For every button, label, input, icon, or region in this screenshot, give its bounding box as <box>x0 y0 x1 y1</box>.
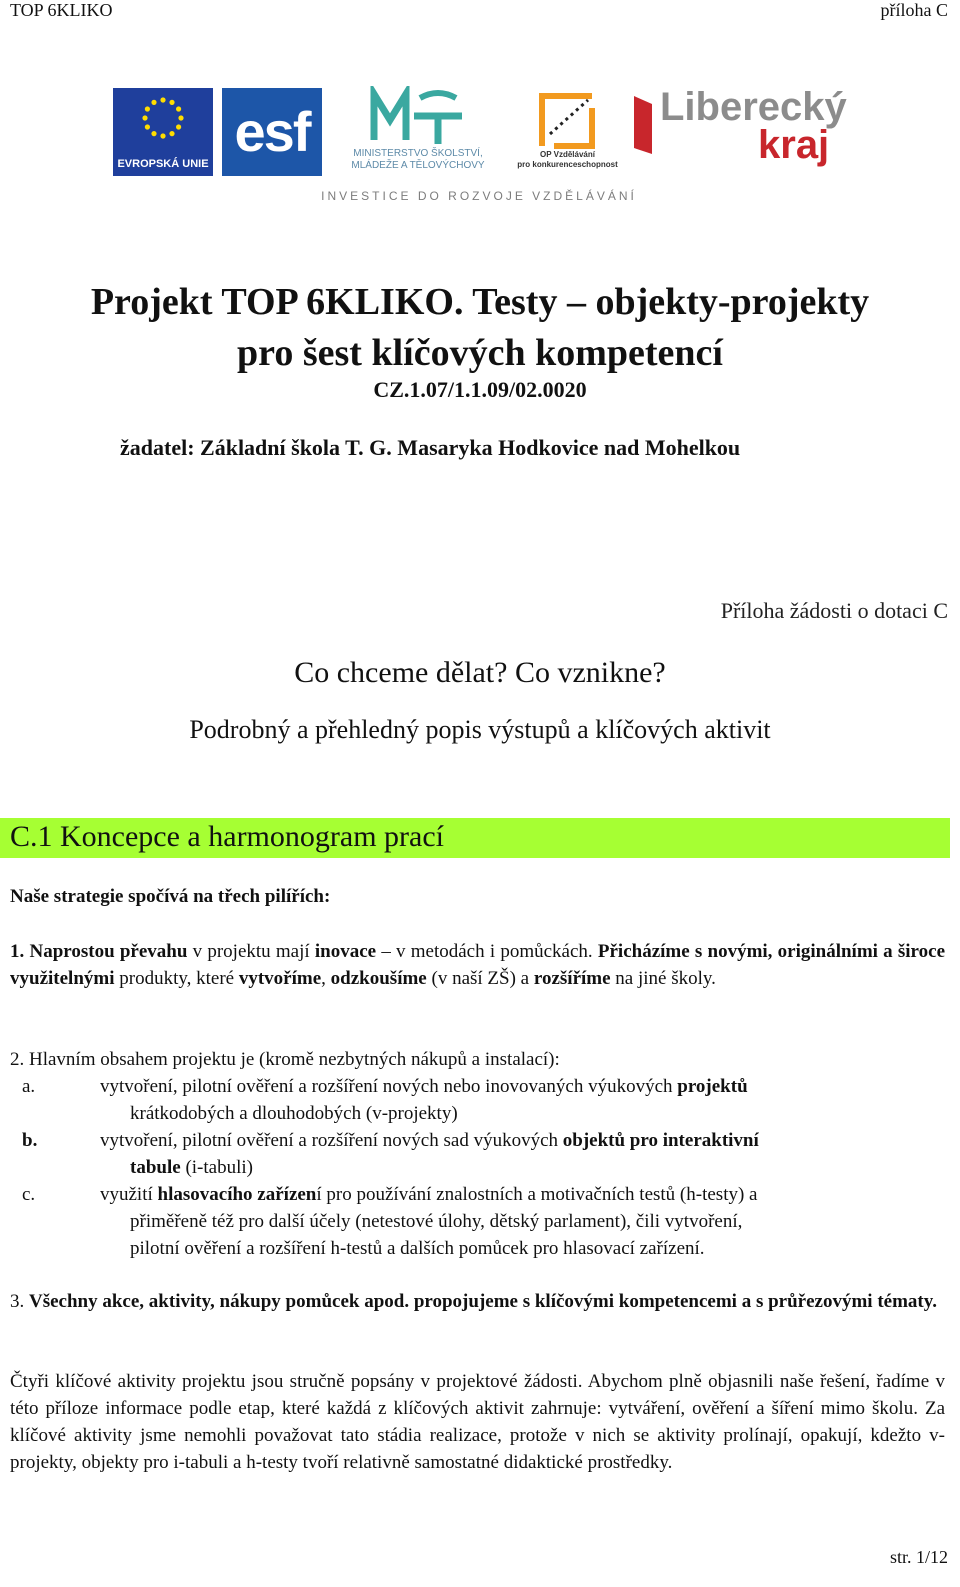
title-line-1: Projekt TOP 6KLIKO. Testy – objekty-projekty <box>90 281 870 323</box>
project-code: CZ.1.07/1.1.09/02.0020 <box>373 377 587 402</box>
invest-tagline: INVESTICE DO ROZVOJE VZDĚLÁVÁNÍ <box>321 189 637 203</box>
running-header-right: příloha C <box>880 0 948 20</box>
esf-logo: esf <box>222 88 322 176</box>
paragraph-3: 3. Všechny akce, aktivity, nákupy pomůcek apod. propojujeme s klíčovými kompetencemi a s průřezovými tématy. <box>10 1291 937 1312</box>
eu-flag-logo <box>113 88 213 152</box>
eu-stars-icon <box>113 88 213 152</box>
subtitle-question: Co chceme dělat? Co vznikne? <box>294 656 666 689</box>
paragraph-1: 1. Naprostou převahu v projektu mají inovace – v metodách i pomůckách. Přicházíme s novými, originálními a široce využitelnými produkty, které vytvoříme, odzkoušíme (v naší ZŠ) a rozšíříme na jiné školy. <box>10 941 946 989</box>
section-title: C.1 Koncepce a harmonogram prací <box>10 820 444 853</box>
title-line-2: pro šest klíčových kompetencí <box>237 332 723 374</box>
op-logo-mark <box>532 88 602 150</box>
paragraph-2: 2. Hlavním obsahem projektu je (kromě nezbytných nákupů a instalací): <box>10 1049 560 1070</box>
annex-label: Příloha žádosti o dotaci C <box>720 598 948 623</box>
op-text: OP Vzdělávání pro konkurenceschopnost <box>517 150 618 169</box>
subtitle-description: Podrobný a přehledný popis výstupů a klíčových aktivit <box>189 715 771 744</box>
strategy-heading: Naše strategie spočívá na třech pilířích: <box>10 886 331 907</box>
msmt-logo-mark <box>368 86 468 146</box>
liberecky-kraj-logo: Liberecký kraj <box>660 85 847 167</box>
liberecky-kraj-mark <box>630 90 660 160</box>
applicant: žadatel: Základní škola T. G. Masaryka Hodkovice nad Mohelkou <box>120 435 741 460</box>
eu-label: EVROPSKÁ UNIE <box>113 152 213 176</box>
paragraph-4: Čtyři klíčové aktivity projektu jsou stručně popsány v projektové žádosti. Abychom plně objasnili naše řešení, řadíme v této příloze informace podle etap, které každá z klíčových aktivit zahrnuje: vytváření, ověření a šíření mimo školu. Za klíčové aktivity jsme nemohli považovat tato stádia realizace, protože v nich se aktivity prolínají, opakují, kdežto v-projekty, objekty pro i-tabuli a h-testy tvoří relativně samostatné didaktické prostředky. <box>10 1371 945 1473</box>
msmt-text: MINISTERSTVO ŠKOLSTVÍ, MLÁDEŽE A TĚLOVÝCHOVY <box>351 148 485 171</box>
page-number: str. 1/12 <box>889 1547 948 1567</box>
running-header-left: TOP 6KLIKO <box>10 0 113 20</box>
